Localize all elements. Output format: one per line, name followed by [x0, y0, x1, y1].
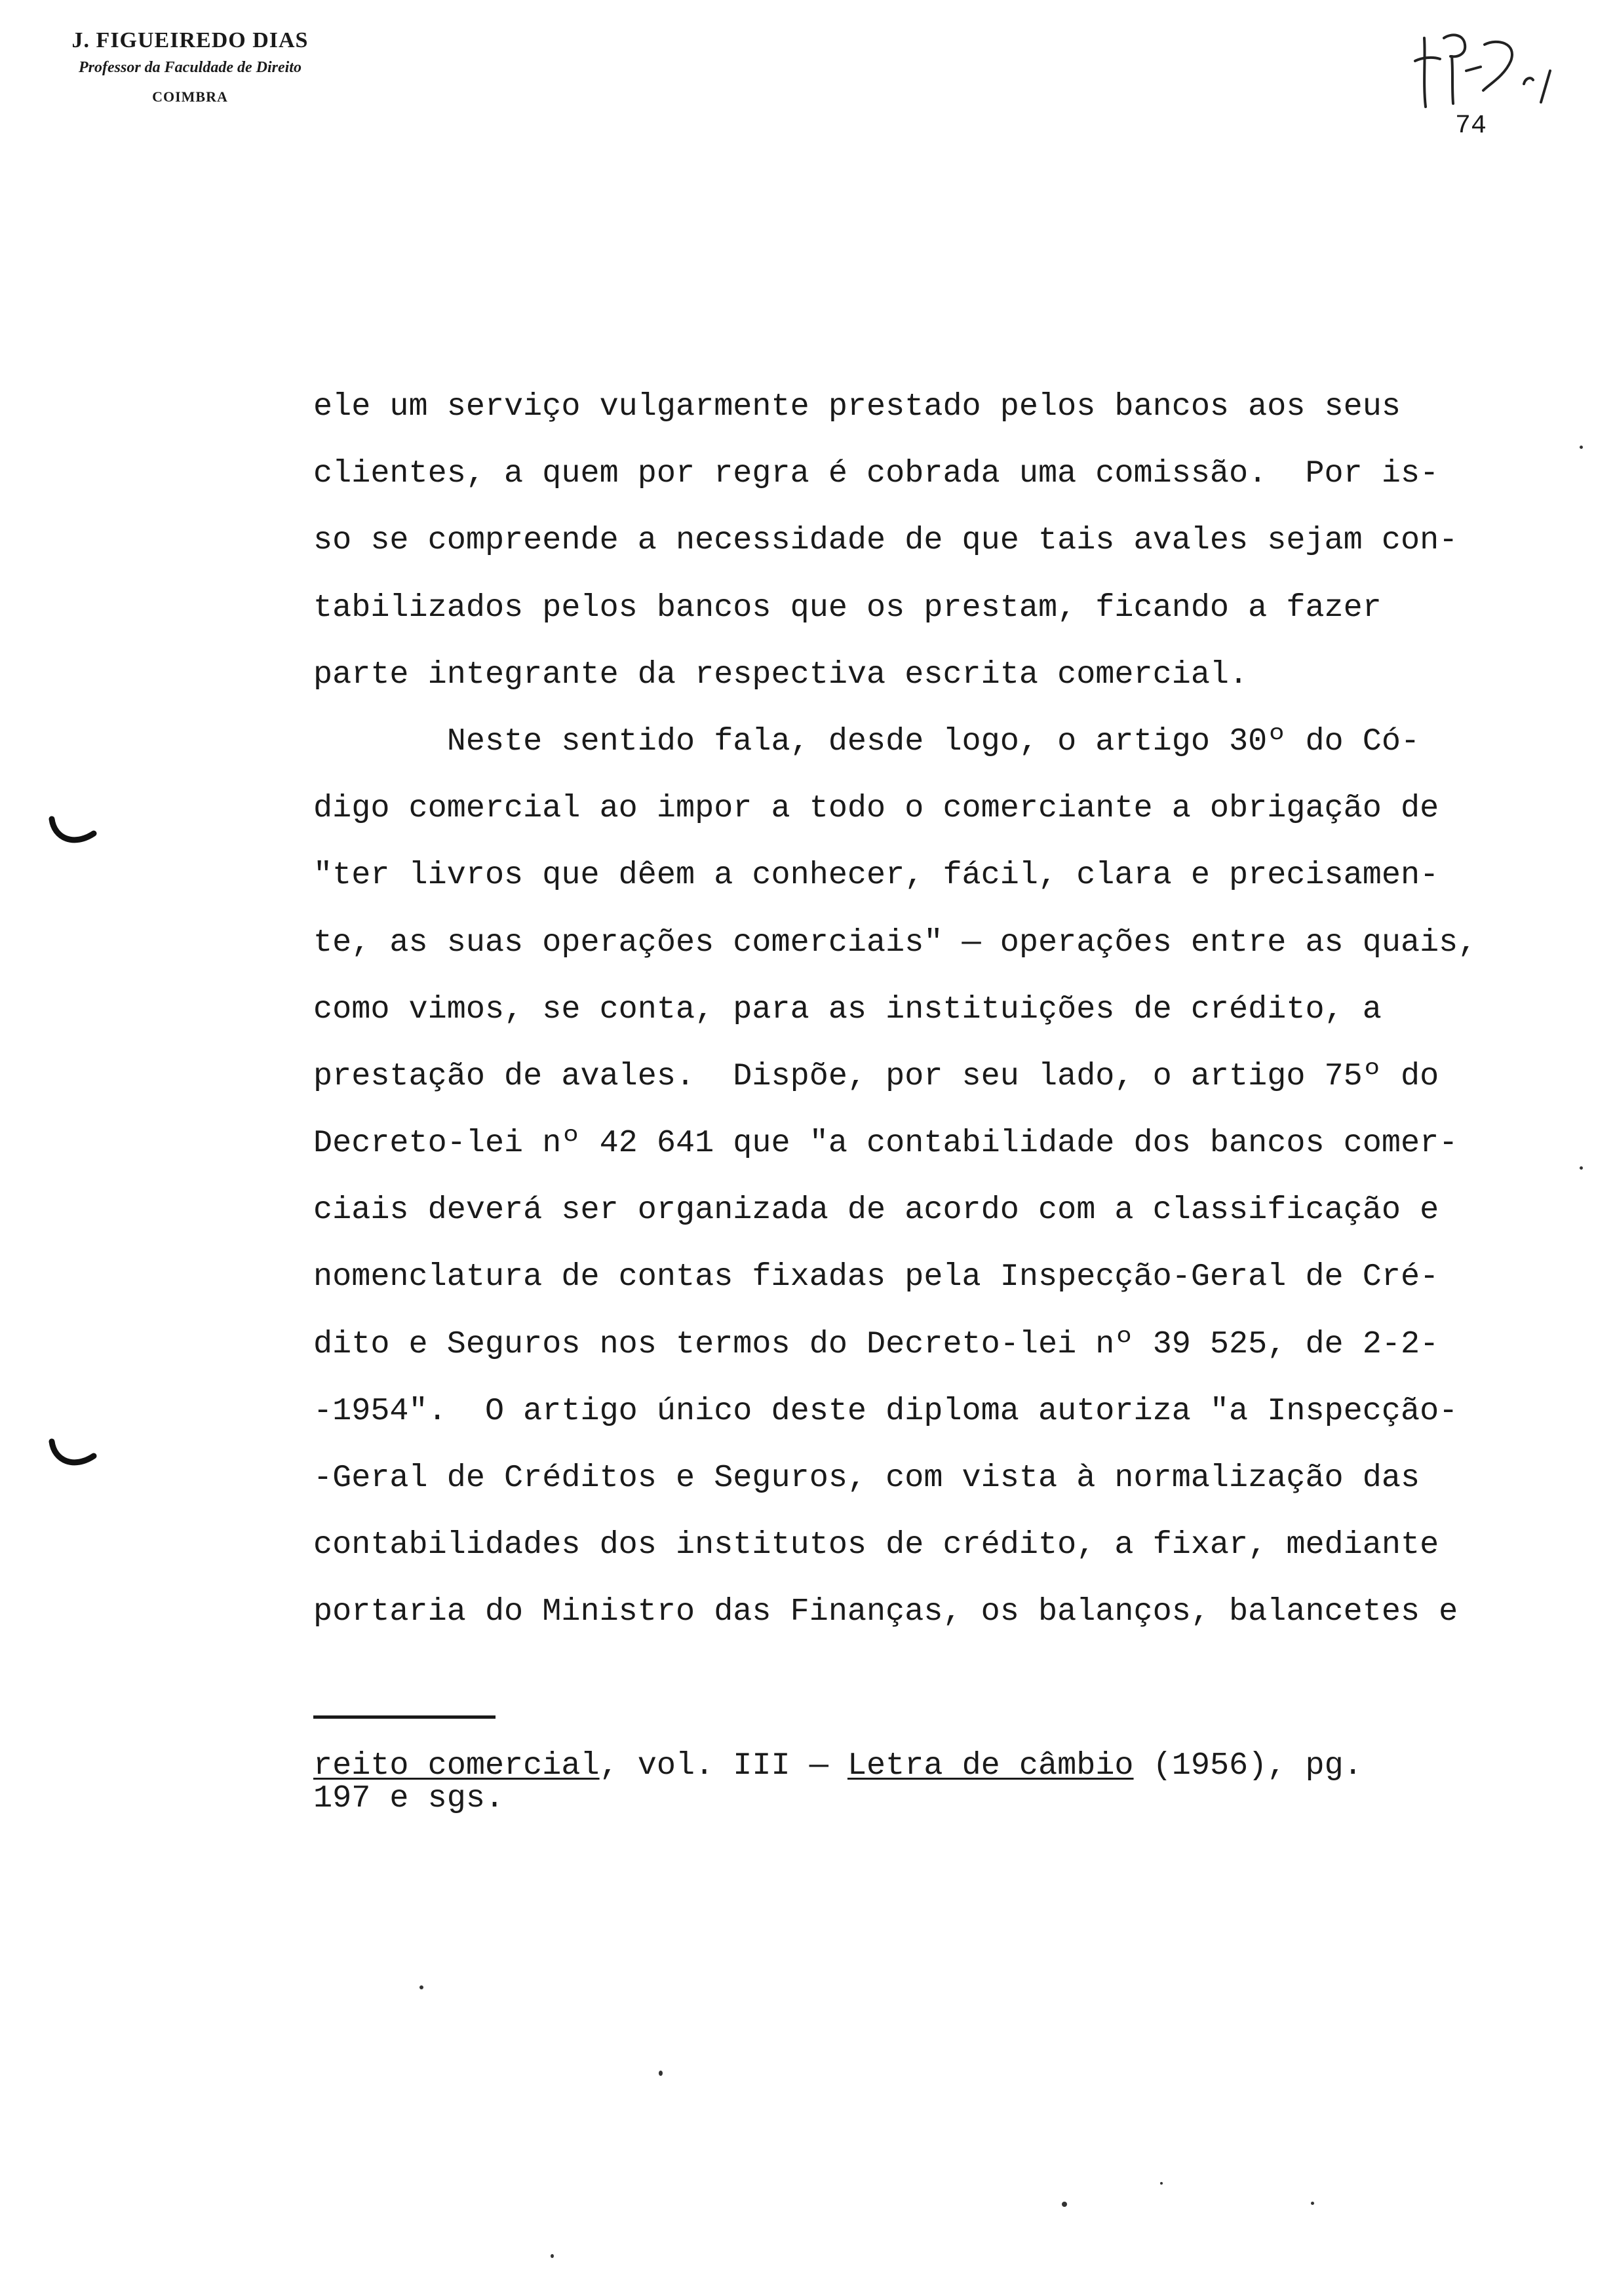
- text-line: -Geral de Créditos e Seguros, com vista à normalização das: [313, 1460, 1420, 1496]
- footnote-text-mid: , vol. III —: [599, 1748, 847, 1784]
- footnote-rule: [313, 1715, 496, 1719]
- margin-punch-mark: [43, 1435, 102, 1474]
- text-line: Decreto-lei nº 42 641 que "a contabilidade dos bancos comer-: [313, 1125, 1458, 1162]
- letterhead-city: COIMBRA: [152, 88, 228, 105]
- text-line: digo comercial ao impor a todo o comerciante a obrigação de: [313, 790, 1439, 827]
- text-line: como vimos, se conta, para as instituições de crédito, a: [313, 991, 1382, 1027]
- text-line: Neste sentido fala, desde logo, o artigo 30º do Có-: [313, 723, 1420, 759]
- margin-punch-mark: [43, 813, 102, 852]
- text-line: "ter livros que dêem a conhecer, fácil, clara e precisamen-: [313, 857, 1439, 894]
- scan-speck: [1311, 2202, 1314, 2205]
- text-line: nomenclatura de contas fixadas pela Inspecção-Geral de Cré-: [313, 1259, 1439, 1295]
- text-line: contabilidades dos institutos de crédito, a fixar, mediante: [313, 1527, 1439, 1563]
- page-number: 74: [1455, 111, 1487, 141]
- scan-speck: [1062, 2202, 1067, 2207]
- text-line: -1954". O artigo único deste diploma autoriza "a Inspecção-: [313, 1392, 1458, 1429]
- text-line: parte integrante da respectiva escrita comercial.: [313, 656, 1249, 693]
- scan-speck: [419, 1985, 423, 1989]
- footnote-line: [313, 1750, 1559, 1782]
- body-text: [313, 373, 1565, 1646]
- letterhead-name: J. FIGUEIREDO DIAS: [71, 28, 309, 52]
- footnote-work-title: Letra de câmbio: [847, 1748, 1134, 1784]
- scan-speck: [659, 2071, 663, 2076]
- letterhead: [0, 26, 380, 114]
- scan-speck: [1580, 446, 1583, 449]
- footnote-text-end: (1956), pg.: [1133, 1748, 1363, 1784]
- scan-speck: [1160, 2182, 1163, 2185]
- footnote: [313, 1750, 1559, 1815]
- footnote-line-2: 197 e sgs.: [313, 1780, 505, 1816]
- text-line: portaria do Ministro das Finanças, os balanços, balancetes e: [313, 1594, 1458, 1630]
- handwritten-archive-mark: [1412, 25, 1563, 110]
- letterhead-title: Professor da Faculdade de Direito: [79, 59, 302, 76]
- text-line: tabilizados pelos bancos que os prestam, ficando a fazer: [313, 589, 1382, 626]
- text-line: prestação de avales. Dispõe, por seu lado, o artigo 75º do: [313, 1058, 1439, 1094]
- text-line: so se compreende a necessidade de que tais avales sejam con-: [313, 522, 1458, 559]
- text-line: ele um serviço vulgarmente prestado pelos bancos aos seus: [313, 389, 1401, 425]
- text-line: ciais deverá ser organizada de acordo com a classificação e: [313, 1192, 1439, 1229]
- text-line: clientes, a quem por regra é cobrada uma comissão. Por is-: [313, 455, 1439, 492]
- text-line: dito e Seguros nos termos do Decreto-lei nº 39 525, de 2-2-: [313, 1326, 1439, 1362]
- scan-speck: [1580, 1166, 1583, 1170]
- text-line: te, as suas operações comerciais" — operações entre as quais,: [313, 924, 1477, 961]
- scan-speck: [551, 2254, 554, 2258]
- footnote-book-title: reito comercial: [313, 1748, 600, 1784]
